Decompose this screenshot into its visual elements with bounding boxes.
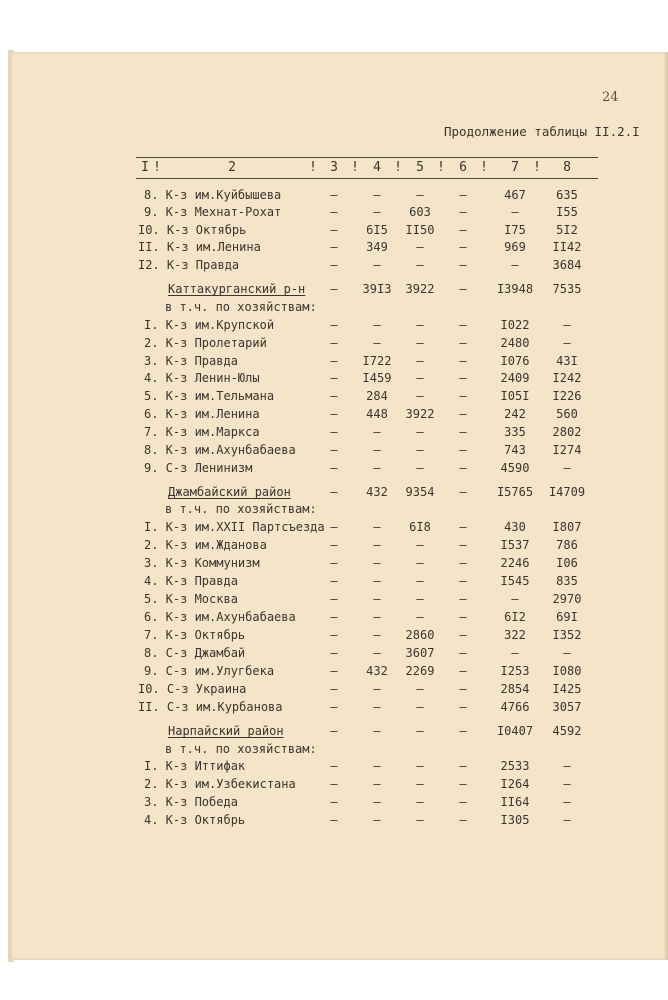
page-number: 24 xyxy=(602,90,619,105)
cell-col-4: – xyxy=(373,205,381,219)
cell-col-6: – xyxy=(459,610,467,624)
cell-col-5: – xyxy=(416,574,424,588)
cell-col-3: – xyxy=(330,759,338,773)
cell-col-5: – xyxy=(416,188,424,202)
cell-col-8: – xyxy=(563,336,571,350)
cell-col-4: – xyxy=(373,538,381,552)
cell-col-5: 3922 xyxy=(405,282,435,296)
cell-col-7: 4766 xyxy=(500,700,530,714)
cell-col-6: – xyxy=(459,628,467,642)
cell-col-4: – xyxy=(373,425,381,439)
cell-col-5: – xyxy=(416,425,424,439)
cell-col-5: – xyxy=(416,813,424,827)
header-separator: ! xyxy=(309,160,317,175)
header-bottom-rule xyxy=(136,178,598,179)
district-label: Джамбайский район xyxy=(168,485,291,499)
continuation-title: Продолжение таблицы II.2.I xyxy=(444,124,640,139)
cell-col-6: – xyxy=(459,336,467,350)
cell-col-7: I264 xyxy=(500,777,530,791)
cell-col-8: – xyxy=(563,795,571,809)
farm-label: 8. К-з им.Куйбышева xyxy=(144,188,282,202)
cell-col-6: – xyxy=(459,574,467,588)
cell-col-5: 3922 xyxy=(405,407,435,421)
cell-col-4: – xyxy=(373,610,381,624)
cell-col-3: – xyxy=(330,205,338,219)
cell-col-6: – xyxy=(459,777,467,791)
cell-col-3: – xyxy=(330,461,338,475)
cell-col-3: – xyxy=(330,610,338,624)
cell-col-8: I55 xyxy=(556,205,578,219)
column-header-2: 2 xyxy=(228,160,236,175)
cell-col-8: 43I xyxy=(556,354,578,368)
cell-col-6: – xyxy=(459,205,467,219)
farm-label: 9. К-з Мехнат-Рохат xyxy=(144,205,282,219)
cell-col-8: I425 xyxy=(552,682,582,696)
cell-col-3: – xyxy=(330,700,338,714)
cell-col-6: – xyxy=(459,682,467,696)
cell-col-5: 9354 xyxy=(405,485,435,499)
cell-col-4: – xyxy=(373,258,381,272)
cell-col-6: – xyxy=(459,240,467,254)
cell-col-4: I722 xyxy=(362,354,392,368)
cell-col-7: I3948 xyxy=(496,282,534,296)
farm-label: 3. К-з Победа xyxy=(144,795,238,809)
cell-col-8: – xyxy=(563,461,571,475)
cell-col-8: 3057 xyxy=(552,700,582,714)
farm-label: I. К-з Иттифак xyxy=(144,759,246,773)
cell-col-5: – xyxy=(416,682,424,696)
cell-col-7: 6I2 xyxy=(504,610,526,624)
cell-col-7: – xyxy=(511,205,519,219)
cell-col-4: – xyxy=(373,777,381,791)
cell-col-3: – xyxy=(330,443,338,457)
cell-col-7: 467 xyxy=(504,188,526,202)
farm-label: 9. С-з им.Улугбека xyxy=(144,664,275,678)
cell-col-7: 242 xyxy=(504,407,526,421)
cell-col-8: II42 xyxy=(552,240,582,254)
cell-col-6: – xyxy=(459,371,467,385)
farm-label: 2. К-з им.Узбекистана xyxy=(144,777,296,791)
cell-col-3: – xyxy=(330,240,338,254)
cell-col-7: I75 xyxy=(504,223,526,237)
cell-col-5: 2269 xyxy=(405,664,435,678)
cell-col-5: – xyxy=(416,592,424,606)
cell-col-8: 3684 xyxy=(552,258,582,272)
cell-col-5: – xyxy=(416,777,424,791)
cell-col-3: – xyxy=(330,223,338,237)
cell-col-6: – xyxy=(459,664,467,678)
farm-label: 2. К-з Пролетарий xyxy=(144,336,267,350)
cell-col-3: – xyxy=(330,389,338,403)
cell-col-3: – xyxy=(330,258,338,272)
header-separator: ! xyxy=(437,160,445,175)
cell-col-4: 448 xyxy=(366,407,388,421)
farm-label: I2. К-з Правда xyxy=(138,258,240,272)
farm-label: 8. С-з Джамбай xyxy=(144,646,246,660)
cell-col-6: – xyxy=(459,724,467,738)
cell-col-7: – xyxy=(511,646,519,660)
farm-label: I0. С-з Украина xyxy=(138,682,247,696)
cell-col-5: – xyxy=(416,556,424,570)
cell-col-6: – xyxy=(459,813,467,827)
cell-col-3: – xyxy=(330,556,338,570)
cell-col-6: – xyxy=(459,461,467,475)
cell-col-7: 743 xyxy=(504,443,526,457)
cell-col-4: 432 xyxy=(366,664,388,678)
cell-col-8: 786 xyxy=(556,538,578,552)
farm-label: 4. К-з Октябрь xyxy=(144,813,246,827)
cell-col-4: – xyxy=(373,443,381,457)
cell-col-5: – xyxy=(416,443,424,457)
cell-col-5: – xyxy=(416,354,424,368)
farm-label: 7. К-з Октябрь xyxy=(144,628,246,642)
cell-col-7: 969 xyxy=(504,240,526,254)
cell-col-4: – xyxy=(373,628,381,642)
farm-label: 2. К-з им.Жданова xyxy=(144,538,267,552)
subheading-label: в т.ч. по хозяйствам: xyxy=(165,742,317,756)
farm-label: 6. К-з им.Ленина xyxy=(144,407,260,421)
cell-col-3: – xyxy=(330,777,338,791)
cell-col-5: 3607 xyxy=(405,646,435,660)
cell-col-8: – xyxy=(563,777,571,791)
cell-col-4: – xyxy=(373,795,381,809)
farm-label: 3. К-з Правда xyxy=(144,354,238,368)
cell-col-3: – xyxy=(330,520,338,534)
cell-col-7: 2409 xyxy=(500,371,530,385)
cell-col-5: – xyxy=(416,336,424,350)
cell-col-3: – xyxy=(330,336,338,350)
column-header-4: 4 xyxy=(373,160,381,175)
farm-label: I. К-з им.Крупской xyxy=(144,318,275,332)
farm-label: II. К-з им.Ленина xyxy=(138,240,261,254)
cell-col-3: – xyxy=(330,354,338,368)
cell-col-8: 5I2 xyxy=(556,223,578,237)
cell-col-3: – xyxy=(330,188,338,202)
cell-col-3: – xyxy=(330,371,338,385)
cell-col-8: 7535 xyxy=(552,282,582,296)
cell-col-6: – xyxy=(459,223,467,237)
column-header-3: 3 xyxy=(330,160,338,175)
cell-col-4: – xyxy=(373,574,381,588)
cell-col-4: 284 xyxy=(366,389,388,403)
farm-label: 8. К-з им.Ахунбабаева xyxy=(144,443,296,457)
cell-col-4: 39I3 xyxy=(362,282,392,296)
header-separator: ! xyxy=(351,160,359,175)
cell-col-5: 6I8 xyxy=(409,520,431,534)
cell-col-6: – xyxy=(459,443,467,457)
cell-col-7: II64 xyxy=(500,795,530,809)
cell-col-5: – xyxy=(416,318,424,332)
cell-col-6: – xyxy=(459,258,467,272)
column-header-6: 6 xyxy=(459,160,467,175)
cell-col-4: – xyxy=(373,461,381,475)
cell-col-5: – xyxy=(416,258,424,272)
cell-col-3: – xyxy=(330,318,338,332)
farm-label: 7. К-з им.Маркса xyxy=(144,425,260,439)
cell-col-7: I5765 xyxy=(496,485,534,499)
cell-col-4: 349 xyxy=(366,240,388,254)
cell-col-6: – xyxy=(459,795,467,809)
column-header-7: 7 xyxy=(511,160,519,175)
cell-col-3: – xyxy=(330,485,338,499)
cell-col-3: – xyxy=(330,425,338,439)
farm-label: 5. К-з им.Тельмана xyxy=(144,389,275,403)
cell-col-4: – xyxy=(373,682,381,696)
cell-col-8: 69I xyxy=(556,610,578,624)
cell-col-6: – xyxy=(459,592,467,606)
cell-col-5: – xyxy=(416,240,424,254)
cell-col-7: 2854 xyxy=(500,682,530,696)
cell-col-4: – xyxy=(373,759,381,773)
cell-col-3: – xyxy=(330,282,338,296)
cell-col-8: 635 xyxy=(556,188,578,202)
column-header-1: I xyxy=(141,160,149,175)
cell-col-3: – xyxy=(330,574,338,588)
column-header-5: 5 xyxy=(416,160,424,175)
cell-col-3: – xyxy=(330,628,338,642)
cell-col-5: – xyxy=(416,724,424,738)
cell-col-5: – xyxy=(416,389,424,403)
cell-col-6: – xyxy=(459,646,467,660)
cell-col-4: – xyxy=(373,318,381,332)
cell-col-6: – xyxy=(459,389,467,403)
header-top-rule xyxy=(136,157,598,158)
cell-col-6: – xyxy=(459,188,467,202)
cell-col-8: 2802 xyxy=(552,425,582,439)
cell-col-3: – xyxy=(330,813,338,827)
cell-col-3: – xyxy=(330,724,338,738)
cell-col-5: 2860 xyxy=(405,628,435,642)
cell-col-7: I545 xyxy=(500,574,530,588)
farm-label: 9. С-з Ленинизм xyxy=(144,461,253,475)
cell-col-8: I226 xyxy=(552,389,582,403)
cell-col-8: – xyxy=(563,759,571,773)
cell-col-8: I06 xyxy=(556,556,578,570)
cell-col-7: 430 xyxy=(504,520,526,534)
cell-col-6: – xyxy=(459,282,467,296)
cell-col-4: 432 xyxy=(366,485,388,499)
cell-col-7: I05I xyxy=(500,389,530,403)
cell-col-6: – xyxy=(459,485,467,499)
cell-col-8: I807 xyxy=(552,520,582,534)
cell-col-8: – xyxy=(563,318,571,332)
cell-col-6: – xyxy=(459,520,467,534)
cell-col-7: 4590 xyxy=(500,461,530,475)
cell-col-5: – xyxy=(416,371,424,385)
cell-col-8: I4709 xyxy=(548,485,586,499)
cell-col-6: – xyxy=(459,407,467,421)
cell-col-7: 2480 xyxy=(500,336,530,350)
cell-col-8: I242 xyxy=(552,371,582,385)
cell-col-3: – xyxy=(330,592,338,606)
cell-col-3: – xyxy=(330,407,338,421)
cell-col-5: – xyxy=(416,461,424,475)
cell-col-6: – xyxy=(459,354,467,368)
district-label: Нарпайский район xyxy=(168,724,284,738)
cell-col-5: – xyxy=(416,759,424,773)
farm-label: 6. К-з им.Ахунбабаева xyxy=(144,610,296,624)
cell-col-7: I253 xyxy=(500,664,530,678)
cell-col-4: – xyxy=(373,813,381,827)
subheading-label: в т.ч. по хозяйствам: xyxy=(165,300,317,314)
cell-col-7: I022 xyxy=(500,318,530,332)
cell-col-6: – xyxy=(459,318,467,332)
farm-label: 3. К-з Коммунизм xyxy=(144,556,260,570)
cell-col-4: – xyxy=(373,336,381,350)
cell-col-6: – xyxy=(459,700,467,714)
cell-col-4: – xyxy=(373,700,381,714)
column-header-8: 8 xyxy=(563,160,571,175)
cell-col-8: – xyxy=(563,646,571,660)
cell-col-4: 6I5 xyxy=(366,223,388,237)
cell-col-8: I080 xyxy=(552,664,582,678)
cell-col-8: 835 xyxy=(556,574,578,588)
cell-col-6: – xyxy=(459,538,467,552)
cell-col-6: – xyxy=(459,425,467,439)
farm-label: 4. К-з Ленин-Юлы xyxy=(144,371,260,385)
farm-label: 4. К-з Правда xyxy=(144,574,238,588)
cell-col-3: – xyxy=(330,646,338,660)
cell-col-5: – xyxy=(416,538,424,552)
cell-col-7: I537 xyxy=(500,538,530,552)
cell-col-8: – xyxy=(563,813,571,827)
cell-col-4: – xyxy=(373,646,381,660)
cell-col-8: I352 xyxy=(552,628,582,642)
cell-col-7: 322 xyxy=(504,628,526,642)
farm-label: 5. К-з Москва xyxy=(144,592,238,606)
cell-col-6: – xyxy=(459,556,467,570)
cell-col-7: – xyxy=(511,258,519,272)
cell-col-3: – xyxy=(330,538,338,552)
cell-col-4: I459 xyxy=(362,371,392,385)
cell-col-4: – xyxy=(373,556,381,570)
cell-col-3: – xyxy=(330,795,338,809)
farm-label: I. К-з им.XXII Партсъезда xyxy=(144,520,325,534)
header-separator: ! xyxy=(480,160,488,175)
cell-col-7: I305 xyxy=(500,813,530,827)
cell-col-5: – xyxy=(416,795,424,809)
cell-col-7: 2533 xyxy=(500,759,530,773)
cell-col-3: – xyxy=(330,664,338,678)
cell-col-8: 4592 xyxy=(552,724,582,738)
farm-label: II. С-з им.Курбанова xyxy=(138,700,283,714)
cell-col-3: – xyxy=(330,682,338,696)
district-label: Каттакурганский р-н xyxy=(168,282,306,296)
cell-col-5: 603 xyxy=(409,205,431,219)
cell-col-5: – xyxy=(416,700,424,714)
cell-col-7: 2246 xyxy=(500,556,530,570)
cell-col-7: I076 xyxy=(500,354,530,368)
header-separator: ! xyxy=(394,160,402,175)
cell-col-7: I0407 xyxy=(496,724,534,738)
cell-col-8: I274 xyxy=(552,443,582,457)
cell-col-8: 2970 xyxy=(552,592,582,606)
cell-col-6: – xyxy=(459,759,467,773)
cell-col-5: – xyxy=(416,610,424,624)
cell-col-8: 560 xyxy=(556,407,578,421)
cell-col-7: – xyxy=(511,592,519,606)
farm-label: I0. К-з Октябрь xyxy=(138,223,247,237)
header-separator: ! xyxy=(533,160,541,175)
cell-col-4: – xyxy=(373,592,381,606)
cell-col-4: – xyxy=(373,724,381,738)
subheading-label: в т.ч. по хозяйствам: xyxy=(165,502,317,516)
header-separator: ! xyxy=(153,160,161,175)
cell-col-7: 335 xyxy=(504,425,526,439)
cell-col-4: – xyxy=(373,188,381,202)
cell-col-5: II50 xyxy=(405,223,435,237)
cell-col-4: – xyxy=(373,520,381,534)
